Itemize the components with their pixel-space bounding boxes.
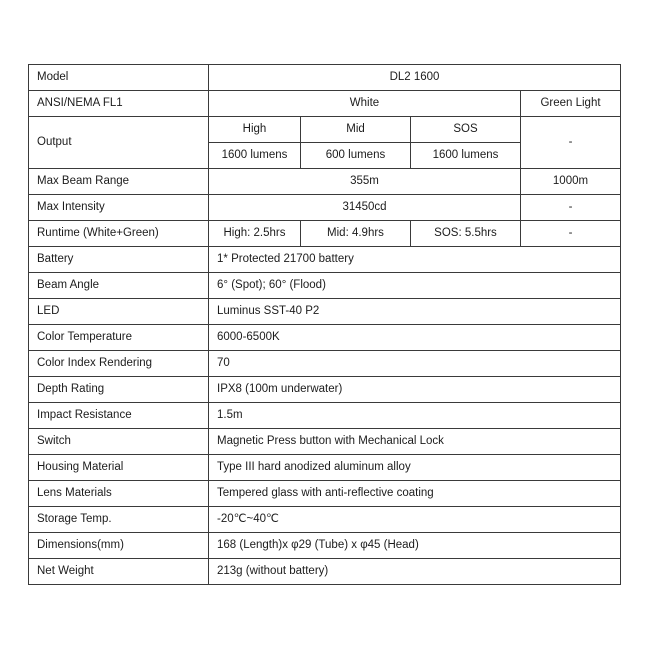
output-value-sos: 1600 lumens xyxy=(411,143,521,169)
row-value-beam-angle: 6° (Spot); 60° (Flood) xyxy=(209,273,621,299)
row-value-impact-resistance: 1.5m xyxy=(209,403,621,429)
row-value-depth-rating: IPX8 (100m underwater) xyxy=(209,377,621,403)
table-row xyxy=(29,195,621,221)
table-row xyxy=(29,351,621,377)
table-row xyxy=(29,377,621,403)
row-label-ansi-nema: ANSI/NEMA FL1 xyxy=(29,91,209,117)
spec-table xyxy=(28,64,621,585)
row-value-color-index-rendering: 70 xyxy=(209,351,621,377)
row-label-depth-rating: Depth Rating xyxy=(29,377,209,403)
row-label-runtime: Runtime (White+Green) xyxy=(29,221,209,247)
row-value-storage-temp: -20℃~40℃ xyxy=(209,507,621,533)
table-row xyxy=(29,559,621,585)
output-mode-mid: Mid xyxy=(301,117,411,143)
row-label-storage-temp: Storage Temp. xyxy=(29,507,209,533)
row-value-lens-materials: Tempered glass with anti-reflective coating xyxy=(209,481,621,507)
table-row xyxy=(29,169,621,195)
max-beam-range-white: 355m xyxy=(209,169,521,195)
table-row xyxy=(29,65,621,91)
row-value-battery: 1* Protected 21700 battery xyxy=(209,247,621,273)
row-label-lens-materials: Lens Materials xyxy=(29,481,209,507)
row-label-battery: Battery xyxy=(29,247,209,273)
output-green-value: - xyxy=(521,117,621,169)
row-label-dimensions: Dimensions(mm) xyxy=(29,533,209,559)
row-label-net-weight: Net Weight xyxy=(29,559,209,585)
table-row xyxy=(29,325,621,351)
group-header-white: White xyxy=(209,91,521,117)
max-intensity-green: - xyxy=(521,195,621,221)
row-label-model: Model xyxy=(29,65,209,91)
row-value-switch: Magnetic Press button with Mechanical Lock xyxy=(209,429,621,455)
table-row xyxy=(29,273,621,299)
row-value-housing-material: Type III hard anodized aluminum alloy xyxy=(209,455,621,481)
row-label-color-temperature: Color Temperature xyxy=(29,325,209,351)
row-label-max-beam-range: Max Beam Range xyxy=(29,169,209,195)
max-beam-range-green: 1000m xyxy=(521,169,621,195)
runtime-mid: Mid: 4.9hrs xyxy=(301,221,411,247)
table-row xyxy=(29,299,621,325)
row-value-dimensions: 168 (Length)x φ29 (Tube) x φ45 (Head) xyxy=(209,533,621,559)
row-label-led: LED xyxy=(29,299,209,325)
row-value-color-temperature: 6000-6500K xyxy=(209,325,621,351)
table-row xyxy=(29,429,621,455)
runtime-high: High: 2.5hrs xyxy=(209,221,301,247)
specification-sheet xyxy=(28,64,620,585)
output-mode-high: High xyxy=(209,117,301,143)
output-value-mid: 600 lumens xyxy=(301,143,411,169)
runtime-sos: SOS: 5.5hrs xyxy=(411,221,521,247)
row-label-housing-material: Housing Material xyxy=(29,455,209,481)
table-row xyxy=(29,455,621,481)
row-value-net-weight: 213g (without battery) xyxy=(209,559,621,585)
max-intensity-white: 31450cd xyxy=(209,195,521,221)
row-label-max-intensity: Max Intensity xyxy=(29,195,209,221)
table-row xyxy=(29,507,621,533)
table-row xyxy=(29,247,621,273)
table-row xyxy=(29,481,621,507)
group-header-green-light: Green Light xyxy=(521,91,621,117)
table-row xyxy=(29,221,621,247)
row-value-model: DL2 1600 xyxy=(209,65,621,91)
row-label-beam-angle: Beam Angle xyxy=(29,273,209,299)
row-label-impact-resistance: Impact Resistance xyxy=(29,403,209,429)
row-label-output: Output xyxy=(29,117,209,169)
row-label-switch: Switch xyxy=(29,429,209,455)
table-row xyxy=(29,91,621,117)
table-row xyxy=(29,533,621,559)
output-value-high: 1600 lumens xyxy=(209,143,301,169)
output-mode-sos: SOS xyxy=(411,117,521,143)
table-row xyxy=(29,403,621,429)
table-row xyxy=(29,117,621,143)
row-value-led: Luminus SST-40 P2 xyxy=(209,299,621,325)
runtime-green: - xyxy=(521,221,621,247)
row-label-color-index-rendering: Color Index Rendering xyxy=(29,351,209,377)
